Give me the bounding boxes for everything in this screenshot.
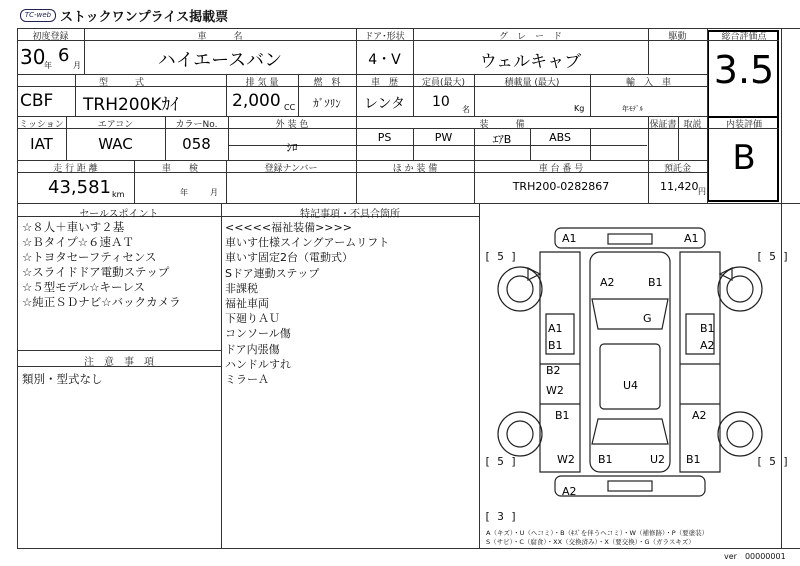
aircon-label: エアコン xyxy=(97,120,134,130)
color-no-value: 058 xyxy=(182,135,211,153)
frame-line xyxy=(781,28,782,548)
list-item: ☆Ｂタイプ☆６速ＡＴ xyxy=(22,235,135,249)
mission-value: IAT xyxy=(30,135,53,153)
list-item: 類別・型式なし xyxy=(22,372,103,386)
model-prefix: CBF xyxy=(20,91,54,111)
list-item: ☆純正ＳＤナビ☆バックカメラ xyxy=(22,295,181,309)
damage-code: B2 xyxy=(546,364,561,377)
car-name-label: 車 名 xyxy=(197,32,243,42)
damage-code: A2 xyxy=(700,339,715,352)
damage-code: A2 xyxy=(562,485,577,498)
mileage-value: 43,581 xyxy=(48,177,111,198)
first-reg-year: 30 xyxy=(20,45,46,69)
deposit-label: 預託金 xyxy=(663,164,691,174)
list-item: コンソール傷 xyxy=(225,327,291,341)
grade-label: グ レ ー ド xyxy=(498,32,562,42)
list-item: ☆８人＋車いす２基 xyxy=(22,220,125,234)
month-unit: 月 xyxy=(73,61,81,70)
displacement-value: 2,000 xyxy=(232,91,281,111)
exterior-color-value: ｼﾛ xyxy=(286,141,298,154)
bracket-score: [ 3 ] xyxy=(484,510,518,523)
manual-label: 取説 xyxy=(683,120,702,130)
damage-code: B1 xyxy=(598,453,613,466)
car-name: ハイエースバン xyxy=(157,50,283,71)
list-item: ☆スライドドア電動ステップ xyxy=(22,265,170,279)
capacity-label: 定員(最大) xyxy=(421,78,466,88)
mission-label: ミッション xyxy=(19,120,64,130)
warranty-label: 保証書 xyxy=(649,120,677,130)
first-reg-label: 初度登録 xyxy=(32,32,69,42)
damage-code: B1 xyxy=(686,453,701,466)
mileage-unit: km xyxy=(112,190,125,199)
import-label: 輸 入 車 xyxy=(625,78,671,88)
caution-list xyxy=(22,372,103,387)
interior-grade-label: 内装評価 xyxy=(725,120,762,130)
equipment-item: PW xyxy=(434,131,453,144)
damage-code: U2 xyxy=(650,453,666,466)
damage-code: W2 xyxy=(557,453,575,466)
damage-code: W2 xyxy=(546,384,564,397)
bracket-score: [ 5 ] xyxy=(756,455,790,468)
special-notes-label: 特記事項・不具合箇所 xyxy=(300,209,400,220)
list-item: 非課税 xyxy=(225,281,258,295)
capacity-value: 10 xyxy=(432,94,450,110)
caution-label: 注 意 事 項 xyxy=(84,357,154,368)
history-value: レンタ xyxy=(363,96,406,112)
damage-code: B1 xyxy=(555,409,570,422)
model-value: TRH200Kｶｲ xyxy=(83,95,179,115)
drive-label: 駆動 xyxy=(668,32,687,42)
damage-code: B1 xyxy=(700,322,715,335)
frame-line xyxy=(17,28,18,548)
list-item: ハンドルすれ xyxy=(225,357,291,371)
interior-grade-value: B xyxy=(732,138,756,178)
deposit-unit: 円 xyxy=(698,187,706,196)
sales-points-label: セールスポイント xyxy=(79,209,159,220)
list-item: ☆５型モデル☆キーレス xyxy=(22,280,145,294)
brand-logo: TC-web xyxy=(20,9,56,22)
year-unit: 年 xyxy=(44,61,52,70)
equipment-item: ABS xyxy=(549,131,571,144)
list-item: 車いす仕様スイングアームリフト xyxy=(225,236,390,250)
list-item: <<<<<福祉装備>>>> xyxy=(225,221,352,234)
total-grade-label: 総合評価点 xyxy=(721,32,767,42)
list-item: 車いす固定2台（電動式） xyxy=(225,251,353,265)
inspection-label: 車 検 xyxy=(161,164,198,174)
exterior-color-label: 外 装 色 xyxy=(275,120,309,130)
cc-unit: CC xyxy=(284,103,296,112)
color-no-label: カラーNo. xyxy=(175,120,218,130)
door-shape: 4・V xyxy=(368,52,401,68)
door-shape-label: ドア･形状 xyxy=(364,32,405,42)
damage-code: A2 xyxy=(692,409,707,422)
grade-value: ウェルキャブ xyxy=(479,52,582,72)
special-notes-list xyxy=(225,220,389,387)
equipment-label: 装 備 xyxy=(479,120,525,130)
vehicle-damage-diagram xyxy=(480,204,780,524)
import-model-year: 年ﾓﾃﾞﾙ xyxy=(622,105,643,113)
damage-code: A2 xyxy=(600,276,615,289)
other-equipment-label: ほ か 装 備 xyxy=(392,164,438,174)
reg-number-label: 登録ナンバー xyxy=(264,164,318,174)
chassis-label: 車 台 番 号 xyxy=(538,164,584,174)
damage-code: B1 xyxy=(648,276,663,289)
inspection-year-unit: 年 xyxy=(180,188,188,197)
load-unit: Kg xyxy=(574,104,585,113)
list-item: Sドア連動ステップ xyxy=(225,266,320,280)
aircon-value: WAC xyxy=(98,135,133,153)
mileage-label: 走 行 距 離 xyxy=(53,164,98,174)
document-title: ストックワンプライス掲載票 xyxy=(60,10,229,25)
model-label: 型 式 xyxy=(98,78,144,88)
chassis-number: TRH200-0282867 xyxy=(512,180,610,193)
first-reg-month: 6 xyxy=(58,45,70,66)
legend-line: S（サビ）・C（腐食）・XX（交換済み）・X（要交換）・G（ガラスキズ） xyxy=(486,538,695,546)
fuel-label: 燃 料 xyxy=(313,78,341,88)
damage-code: A1 xyxy=(548,322,563,335)
displacement-label: 排 気 量 xyxy=(245,78,279,88)
version-text: ver 00000001 xyxy=(724,552,786,561)
list-item: ドア内張傷 xyxy=(225,342,280,356)
equipment-item: PS xyxy=(377,131,392,144)
load-label: 積載量 (最大) xyxy=(504,78,560,88)
frame-line xyxy=(17,548,800,549)
equipment-item: ｴｱB xyxy=(492,133,512,146)
bracket-score: [ 5 ] xyxy=(484,250,518,263)
inspection-month-unit: 月 xyxy=(210,188,218,197)
total-grade-value: 3.5 xyxy=(713,48,775,92)
deposit-value: 11,420 xyxy=(660,180,699,193)
damage-code: A1 xyxy=(562,232,577,245)
damage-code: A1 xyxy=(684,232,699,245)
capacity-unit: 名 xyxy=(462,105,470,114)
list-item: ミラーＡ xyxy=(225,373,269,387)
fuel-value: ｶﾞｿﾘﾝ xyxy=(313,97,341,110)
list-item: 福祉車両 xyxy=(225,297,269,311)
history-label: 車 歴 xyxy=(370,78,398,88)
legend-line: A（キズ）・U（ヘコミ）・B（ｷｽﾞを伴うヘコミ）・W（補修跡）・P（要塗装） xyxy=(486,529,709,537)
damage-code: B1 xyxy=(548,339,563,352)
bracket-score: [ 5 ] xyxy=(484,455,518,468)
damage-code: G xyxy=(643,312,652,325)
sales-points-list xyxy=(22,220,181,310)
list-item: ☆トヨタセーフティセンス xyxy=(22,250,157,264)
bracket-score: [ 5 ] xyxy=(756,250,790,263)
damage-code: U4 xyxy=(623,379,639,392)
list-item: 下廻りＡＵ xyxy=(225,312,280,326)
